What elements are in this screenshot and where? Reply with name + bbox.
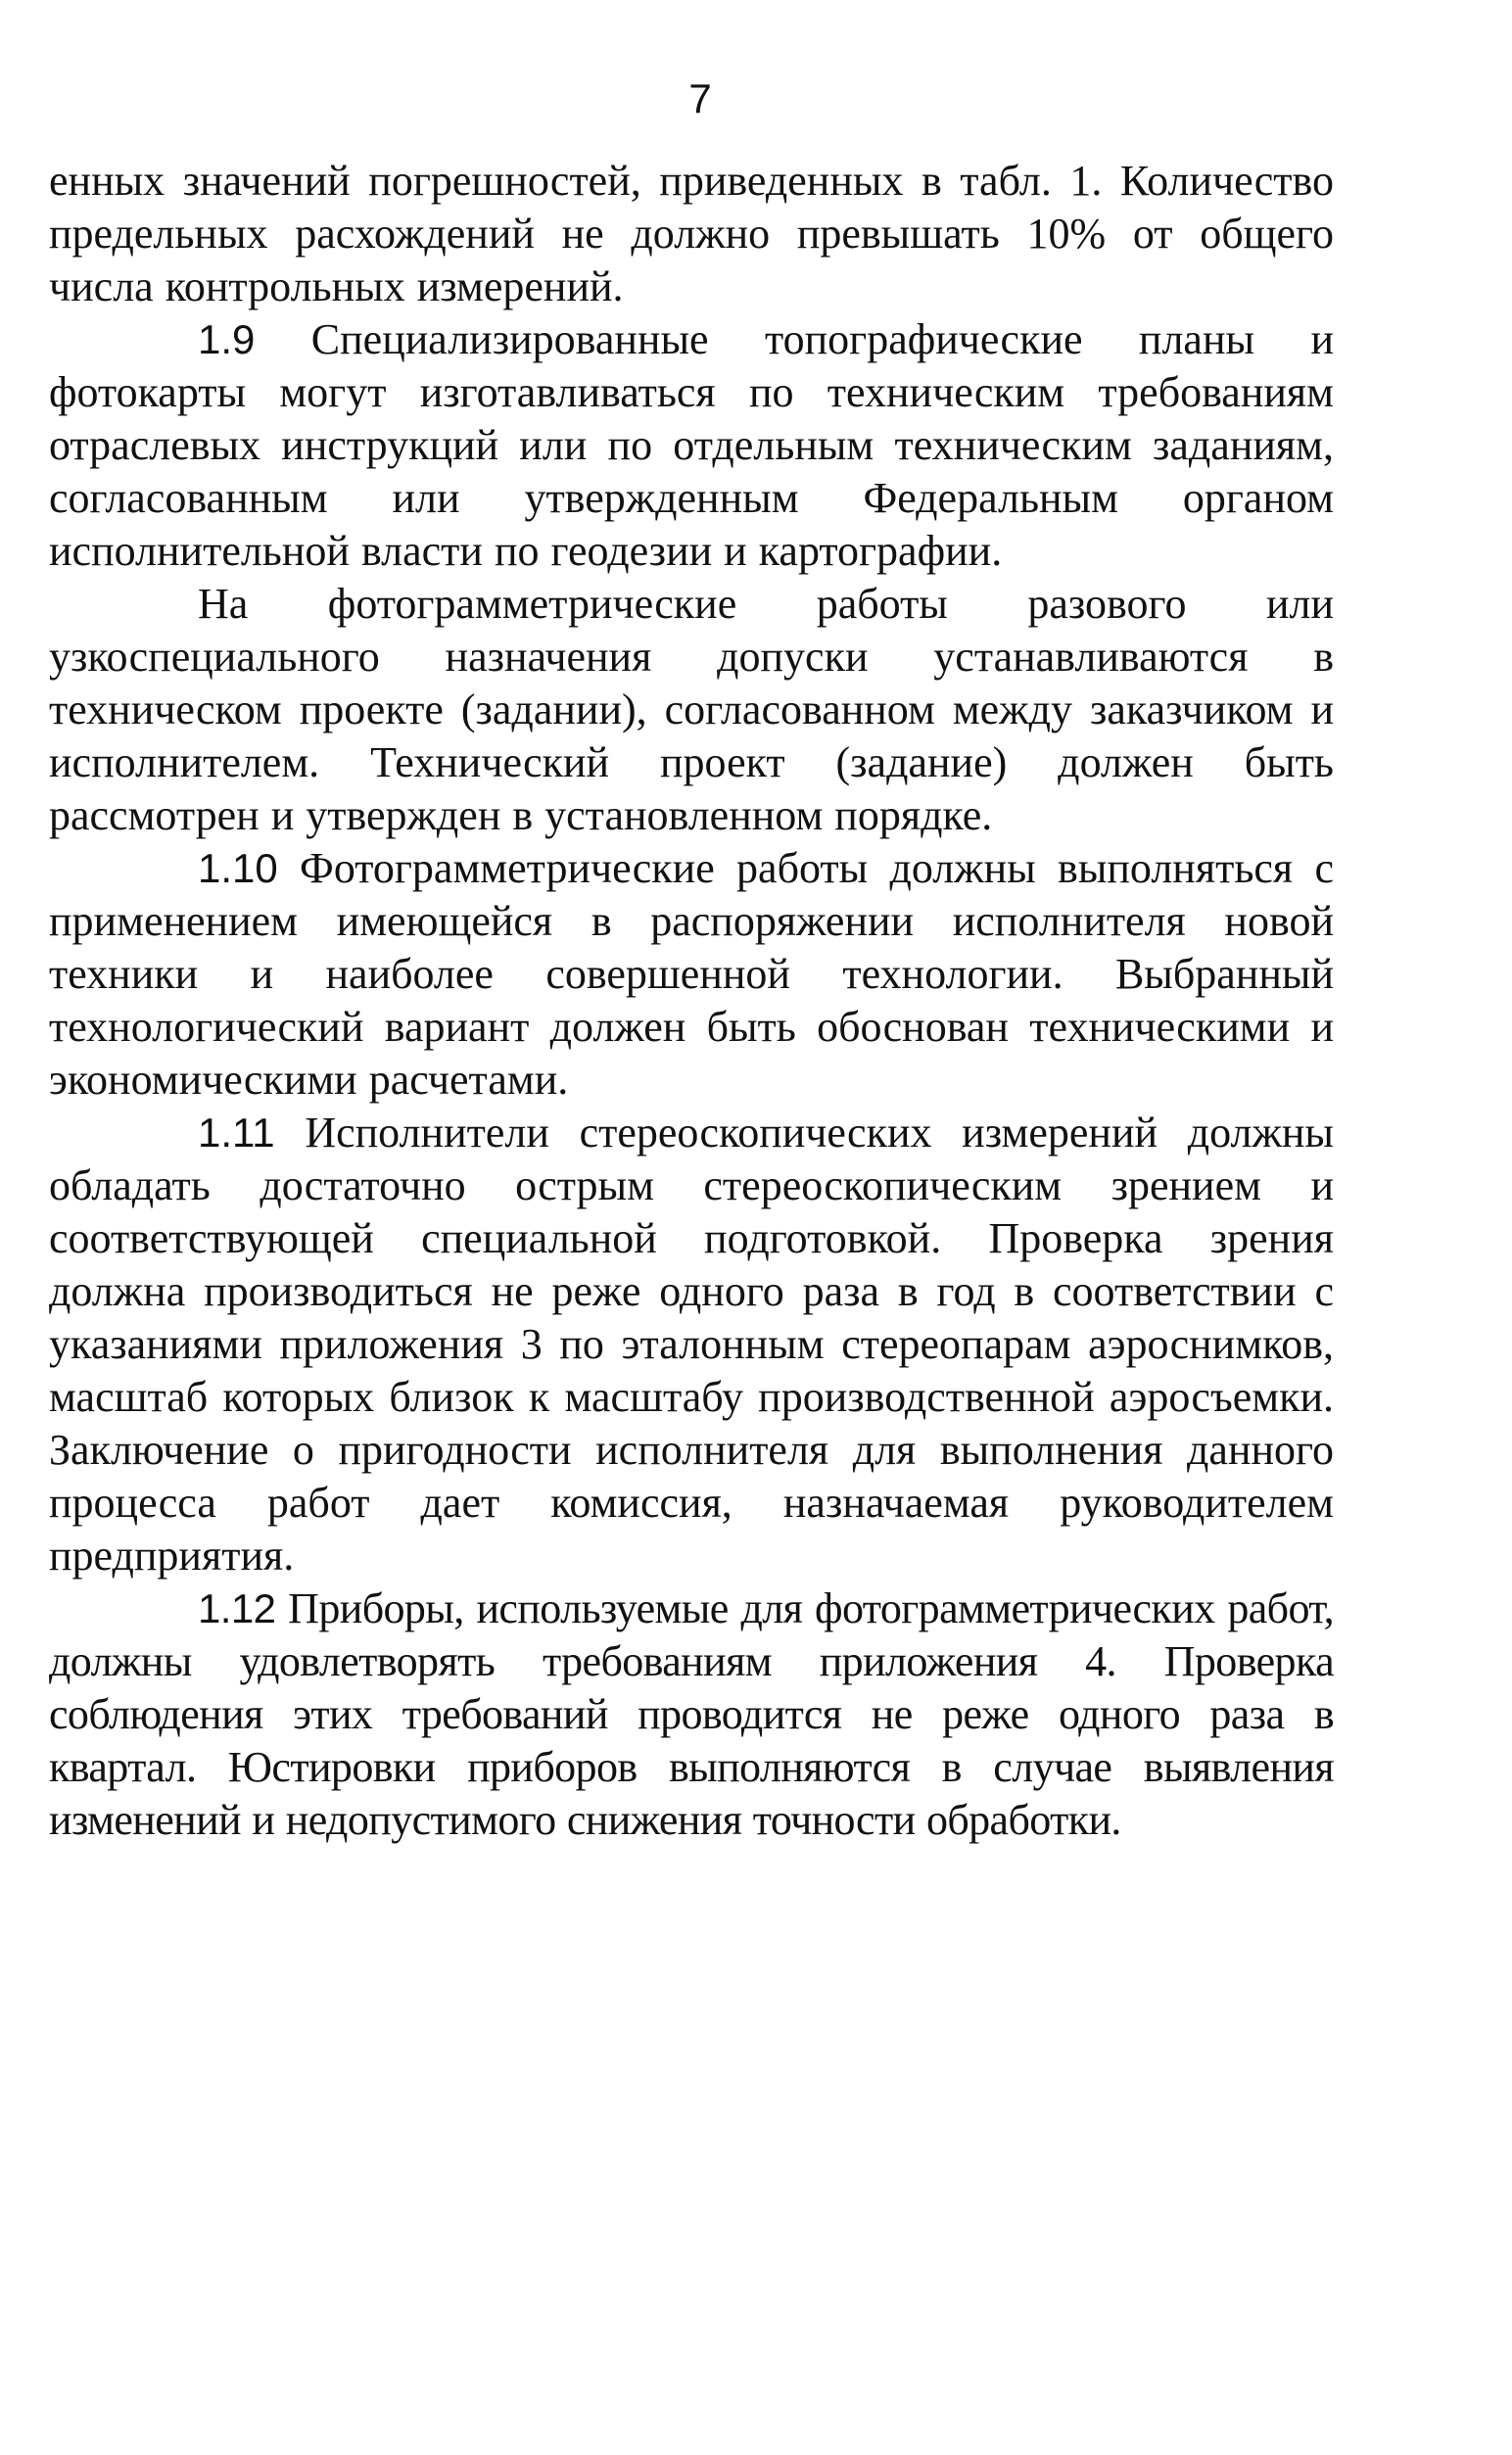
paragraph-special-tolerances: На фотограмметрические работы разового или узкоспециального назначения допуски устанавливаются в техническом проекте (задании), согласованном между заказчиком и исполнителем. Технический проект (задание) должен быть рассмотрен и утвержден в установленном порядке. [49, 580, 1334, 839]
paragraph-text: Специализированные топографические планы и фотокарты могут изготавливаться по техническим требованиям отраслевых инструкций или по отдельным техническим заданиям, согласованным или утвержденным Федеральным органом исполнительной власти по геодезии и картографии. [49, 315, 1334, 575]
section-number: 1.9 [198, 316, 256, 362]
paragraph-text: Фотограмметрические работы должны выполняться с применением имеющейся в распоряжении исполнителя новой техники и наиболее совершенной технологии. Выбранный технологический вариант должен быть обоснован техническими и экономическими расчетами. [49, 844, 1334, 1104]
paragraph-continuation: енных значений погрешностей, приведенных в табл. 1. Количество предельных расхождений не должно превышать 10% от общего числа контрольных измерений. [49, 157, 1334, 310]
paragraph-1-9 [49, 313, 1334, 578]
body-text [49, 155, 1334, 1847]
paragraph-1-11 [49, 1107, 1334, 1582]
section-number: 1.11 [198, 1109, 275, 1156]
page-number: 7 [688, 75, 712, 121]
section-number: 1.12 [198, 1585, 276, 1631]
paragraph-1-12 [49, 1582, 1334, 1847]
paragraph-text: Приборы, используемые для фотограмметрических работ, должны удовлетворять требованиям приложения 4. Проверка соблюдения этих требований проводится не реже одного раза в квартал. Юстировки приборов выполняются в случае выявления изменений и недопустимого снижения точности обработки. [49, 1584, 1334, 1844]
paragraph-1-10 [49, 842, 1334, 1107]
section-number: 1.10 [198, 845, 278, 891]
paragraph-text: Исполнители стереоскопических измерений должны обладать достаточно острым стереоскопическим зрением и соответствующей специальной подготовкой. Проверка зрения должна производиться не реже одного раза в год в соответствии с указаниями приложения 3 по эталонным стереопарам аэроснимков, масштаб которых близок к масштабу производственной аэросъемки. Заключение о пригодности исполнителя для выполнения данного процесса работ дает комиссия, назначаемая руководителем предприятия. [49, 1109, 1334, 1580]
